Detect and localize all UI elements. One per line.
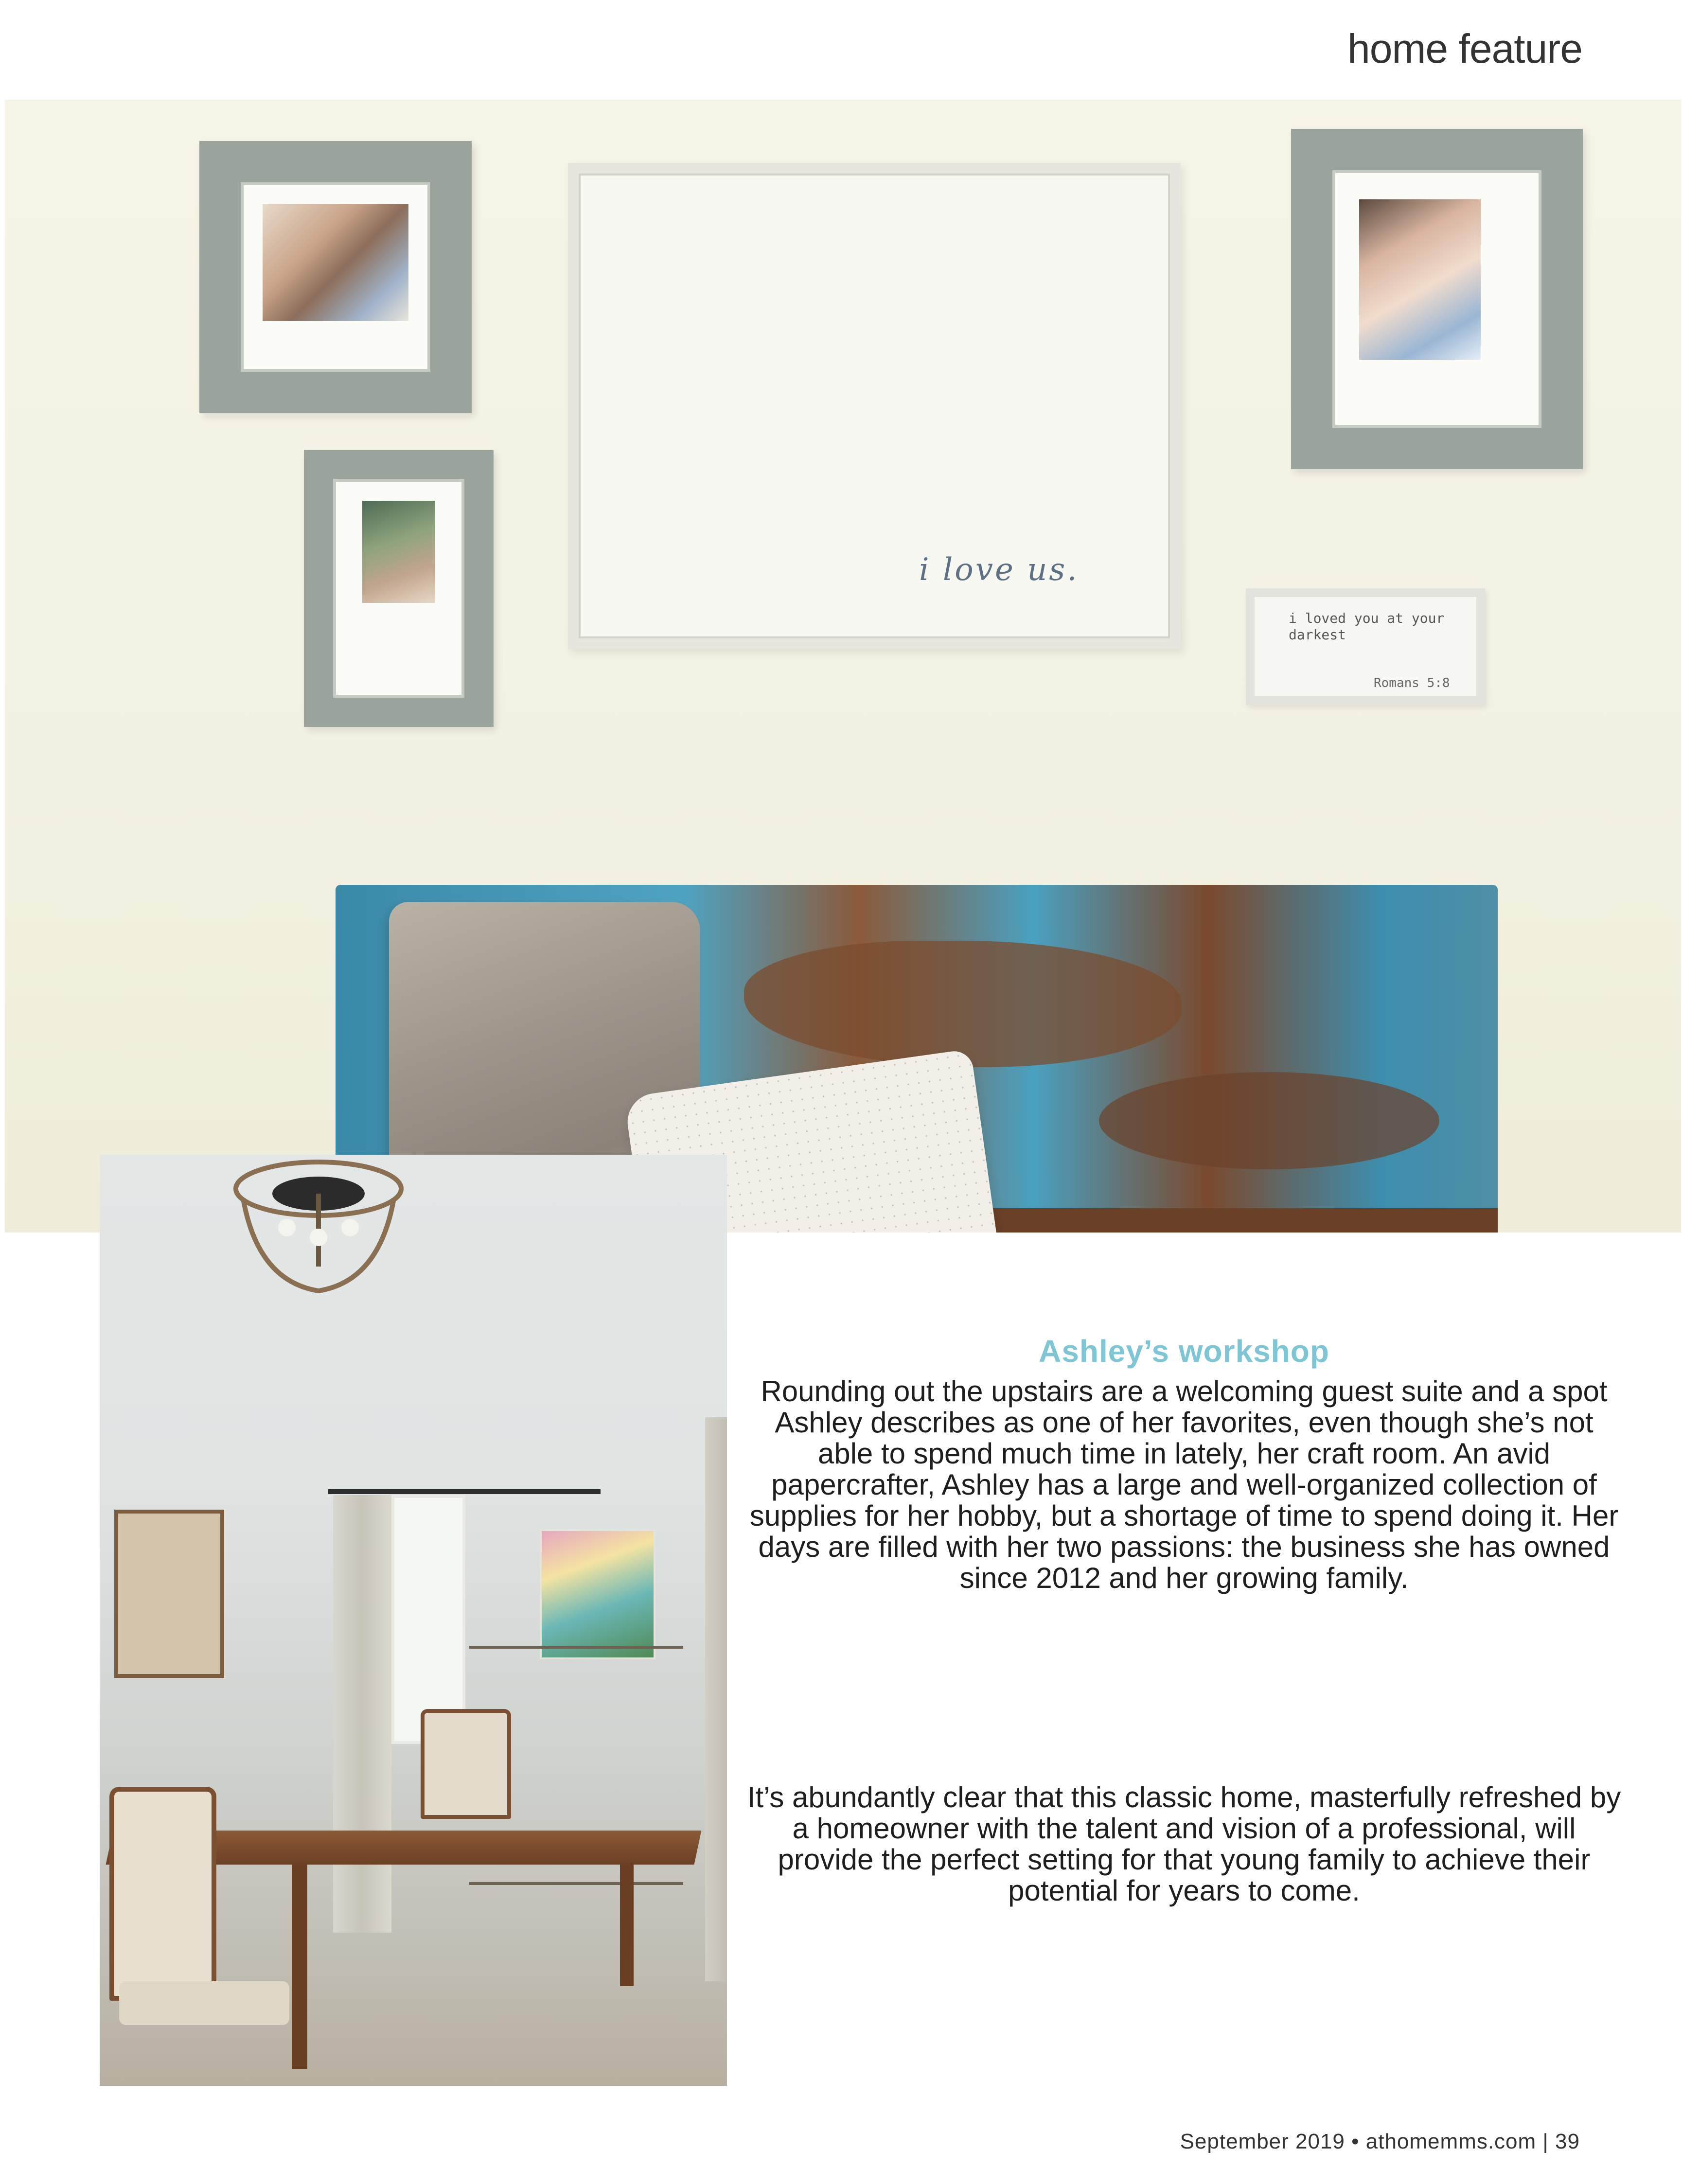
window [391,1495,465,1744]
ceiling-light-fixture [229,1155,408,1315]
photo-frame-family [199,141,472,413]
craft-room-photo [100,1155,727,2086]
family-portrait-image [263,204,408,321]
photo-frame-small [304,450,494,727]
upholstered-chair [421,1709,511,1819]
article-paragraph: It’s abundantly clear that this classic home, masterfully refreshed by a homeowner with the talent and vision of a professional, will provide the perfect setting for that young family to achieve their potential for years to come. [747,1781,1621,1907]
baby-portrait-image [1359,199,1481,360]
table-leg [292,1865,307,2069]
child-portrait-image [362,501,435,603]
table-leg [620,1865,634,1986]
love-art-frame [568,163,1181,649]
page-footer: September 2019 • athomemms.com | 39 [1180,2130,1580,2153]
bench-wood-patch [1099,1072,1439,1169]
scripture-sign-reference: Romans 5:8 [1374,676,1450,690]
love-script-text: i love us. [919,552,1079,588]
curtain-panel [333,1495,391,1933]
section-label: home feature [1347,26,1582,71]
colorful-painting [540,1529,655,1659]
scripture-sign-text: i loved you at your darkest [1289,610,1445,643]
cork-board [114,1510,224,1678]
article-paragraph: Rounding out the upstairs are a welcoming guest suite and a spot Ashley describes as one of her favorites, even though she’s not able to spend much time in lately, her craft room. An avid papercrafter, Ashley has a large and well-organized collection of supplies for her hobby, but a shortage of time to spend doing it. Her days are filled with her two passions: the business she has owned since 2012 and her growing family. [749,1375,1619,1594]
photo-frame-baby [1291,129,1583,469]
article-heading: Ashley’s workshop [1039,1334,1329,1369]
gallery-wall-photo [5,100,1681,1233]
curtain-panel [705,1417,727,1981]
curtain-rod [328,1489,601,1494]
upholstered-chair [109,1787,216,2001]
chair-seat [119,1981,289,2025]
